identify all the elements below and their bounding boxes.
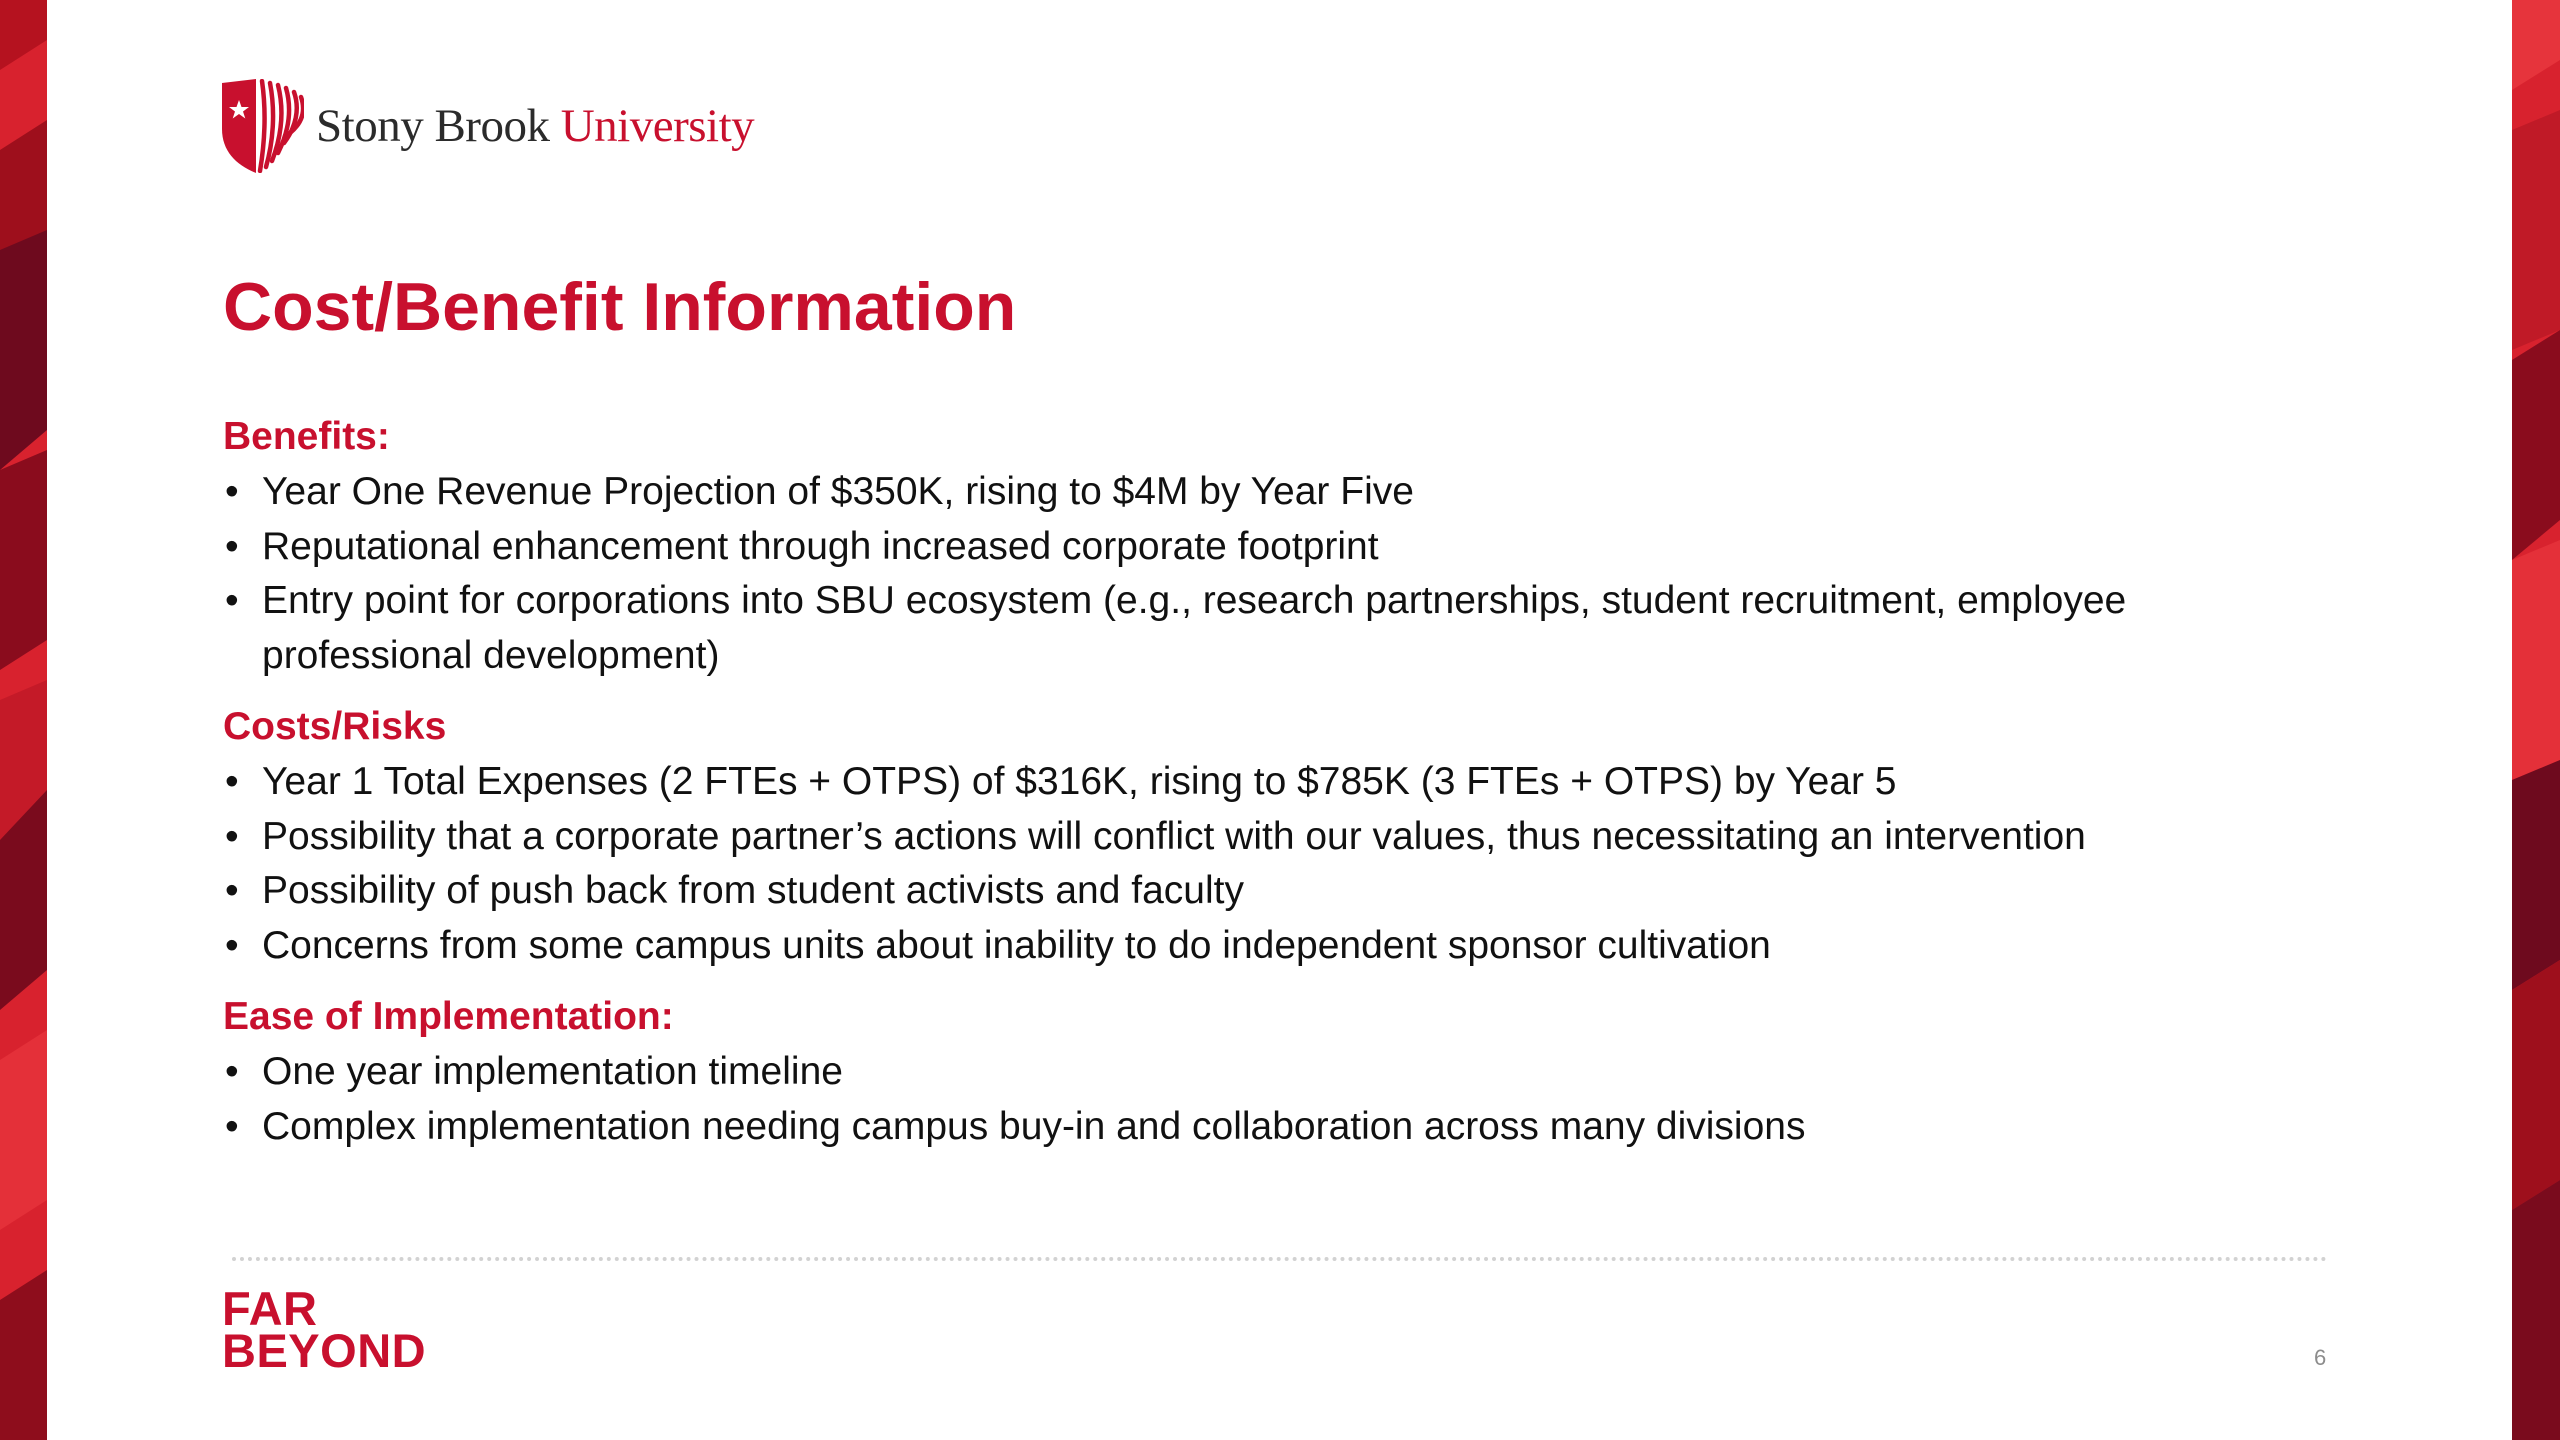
wordmark-line-1: FAR [222, 1282, 318, 1335]
ease-of-implementation-section [223, 989, 2323, 1154]
bullet-item: • Year 1 Total Expenses (2 FTEs + OTPS) of $316K, rising to $785K (3 FTEs + OTPS) by Year 5 [223, 755, 2323, 810]
bullet-item: • Possibility that a corporate partner’s actions will conflict with our values, thus necessitating an intervention [223, 810, 2323, 865]
logo-text-primary: Stony Brook [316, 100, 550, 152]
bullet-item: • Possibility of push back from student activists and faculty [223, 864, 2323, 919]
page-number: 6 [2314, 1345, 2327, 1370]
wordmark-line-2: BEYOND [222, 1324, 427, 1377]
logo-text-accent: University [560, 100, 755, 152]
bullet-list [223, 755, 2323, 973]
far-beyond-wordmark [222, 1282, 427, 1377]
bullet-list [223, 465, 2323, 683]
star-shield-icon [222, 79, 304, 173]
section-heading: Costs/Risks [223, 705, 447, 748]
benefits-section [223, 409, 2323, 683]
bullet-item: • One year implementation timeline [223, 1045, 2323, 1100]
university-logo [222, 79, 754, 173]
slide-title: Cost/Benefit Information [223, 269, 1017, 345]
bullet-item: • Concerns from some campus units about inability to do independent sponsor cultivation [223, 919, 2323, 974]
left-decorative-band [0, 0, 47, 1440]
bullet-list [223, 1045, 2323, 1154]
bullet-item: • Reputational enhancement through increased corporate footprint [223, 520, 2323, 575]
footer-divider [232, 1257, 2328, 1261]
section-heading: Ease of Implementation: [223, 995, 674, 1038]
slide-content [223, 409, 2323, 1170]
bullet-item: • Entry point for corporations into SBU ecosystem (e.g., research partnerships, student recruitment, employee professional development) [223, 574, 2323, 683]
right-decorative-band [2512, 0, 2560, 1440]
costs-risks-section [223, 699, 2323, 973]
bullet-item: • Complex implementation needing campus buy-in and collaboration across many divisions [223, 1100, 2323, 1155]
section-heading: Benefits: [223, 415, 390, 458]
university-name [316, 99, 754, 153]
bullet-item: • Year One Revenue Projection of $350K, rising to $4M by Year Five [223, 465, 2323, 520]
